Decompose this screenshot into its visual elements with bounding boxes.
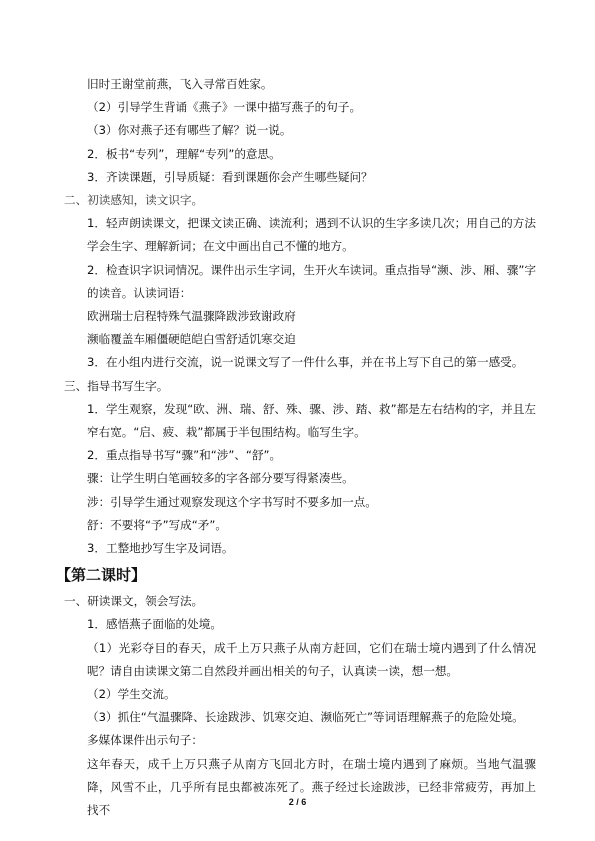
paragraph-line: 2．板书“专列”，理解“专列”的意思。 [87, 146, 281, 161]
paragraph-line: （3）你对燕子还有哪些了解？说一说。 [87, 123, 292, 138]
paragraph-line: 二、初读感知，读文识字。 [64, 193, 204, 208]
page-number: 2 / 6 [288, 797, 307, 807]
paragraph-line: 2．重点指导书写“骤”和“涉”、“舒”。 [87, 448, 282, 463]
paragraph-line: （2）引导学生背诵《燕子》一课中描写燕子的句子。 [87, 100, 362, 115]
paragraph-line: （3）抓住“气温骤降、长途跋涉、饥寒交迫、濒临死亡”等词语理解燕子的危险处境。 [87, 710, 524, 725]
paragraph-line: 旧时王谢堂前燕，飞入寻常百姓家。 [87, 77, 273, 91]
paragraph-line: 1．感悟燕子面临的处境。 [87, 617, 222, 632]
paragraph-line: 三、指导书写生字。 [64, 378, 169, 393]
lesson-part-one [64, 73, 536, 560]
paragraph-line: （2）学生交流。 [87, 687, 176, 702]
paragraph-line: 多媒体课件出示句子： [87, 733, 203, 748]
paragraph-line: 这年春天，成千上万只燕子从南方飞回北方时，在瑞士境内遇到了麻烦。当地气温骤降，风雪不止，几乎所有昆虫都被冻死了。燕子经过长途跋涉，已经非常疲劳，再加上找不 [87, 756, 536, 818]
paragraph-line: 一、研读课文，领会写法。 [64, 594, 204, 609]
paragraph-line: 欧洲瑞士启程特殊气温骤降跋涉致谢政府 [87, 309, 296, 324]
paragraph-line: 3．齐读课题，引导质疑：看到课题你会产生哪些疑问？ [87, 169, 373, 184]
paragraph-line: 濒临覆盖车厢僵硬皑皑白雪舒适饥寒交迫 [87, 332, 296, 347]
section-title: 【第二课时】 [56, 566, 147, 585]
document-body [56, 73, 536, 822]
paragraph-line: （1）光彩夺目的春天，成千上万只燕子从南方赶回，它们在瑞士境内遇到了什么情况呢？请自由读课文第二自然段并画出相关的句子，认真读一读，想一想。 [87, 640, 536, 678]
paragraph-line: 1．学生观察，发现“欧、洲、瑞、舒、殊、骤、涉、踏、救”都是左右结构的字，并且左窄右宽。“启、疲、栽”都属于半包围结构。临写生字。 [87, 401, 536, 440]
paragraph-line: 舒：不要将“予”写成“矛”。 [87, 517, 227, 532]
paragraph-line: 2．检查识字识词情况。课件出示生字词，生开火车读词。重点指导“濒、涉、厢、骤”字的读音。认读词语： [87, 262, 536, 300]
paragraph-line: 1．轻声朗读课文，把课文读正确、读流利；遇到不认识的生字多读几次；用自己的方法学会生字、理解新词；在文中画出自己不懂的地方。 [87, 216, 536, 254]
paragraph-line: 3．在小组内进行交流，说一说课文写了一件什么事，并在书上写下自己的第一感受。 [87, 355, 524, 370]
lesson-part-two [64, 590, 536, 822]
paragraph-line: 3．工整地抄写生字及词语。 [87, 541, 234, 556]
paragraph-line: 涉：引导学生通过观察发现这个字书写时不要多加一点。 [87, 494, 377, 509]
paragraph-line: 骤：让学生明白笔画较多的字各部分要写得紧凑些。 [87, 471, 354, 486]
